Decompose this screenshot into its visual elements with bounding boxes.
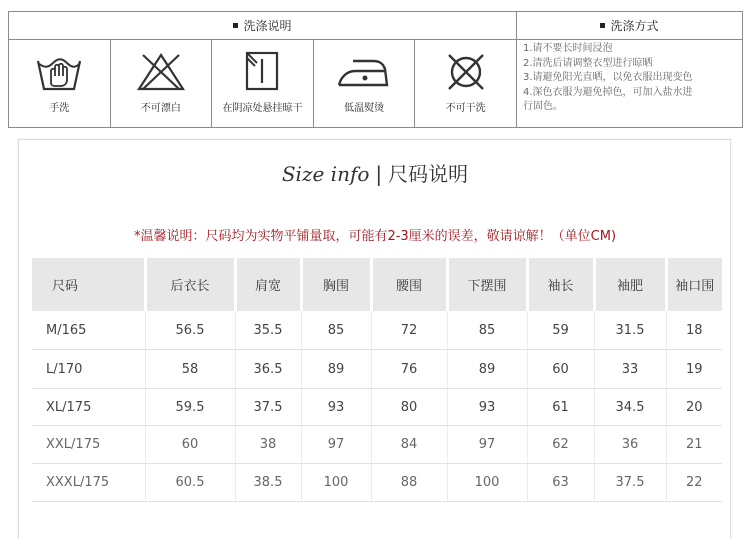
size-title	[0, 158, 750, 187]
table-cell: 37.5	[235, 389, 301, 426]
care-note-line: 1.请不要长时间浸泡	[523, 43, 613, 54]
table-cell: 31.5	[594, 311, 666, 350]
table-cell: 22	[666, 464, 722, 502]
hand-wash-icon	[34, 49, 84, 95]
care-note-line: 2.清洗后请调整衣型进行晾晒	[523, 57, 653, 69]
low-iron-label: 低温熨烫	[344, 103, 385, 114]
care-icon-cell	[111, 40, 213, 127]
col-header: 袖长	[527, 258, 594, 311]
care-icon-cell	[212, 40, 314, 127]
table-cell: 38.5	[235, 464, 301, 502]
table-cell: 60	[145, 426, 235, 464]
care-instructions	[8, 11, 743, 128]
table-cell: 36.5	[235, 350, 301, 389]
table-cell: 88	[371, 464, 447, 502]
col-header: 后衣长	[145, 258, 235, 311]
care-note-line: 行固色。	[523, 101, 563, 112]
table-cell: L/170	[32, 350, 145, 389]
table-cell: 21	[666, 426, 722, 464]
no-dry-clean-icon	[441, 49, 491, 95]
size-table	[32, 258, 722, 502]
col-header: 下摆围	[447, 258, 527, 311]
table-row	[32, 426, 722, 464]
care-notes	[523, 42, 738, 115]
table-cell: 97	[447, 426, 527, 464]
table-row	[32, 464, 722, 502]
table-cell: 85	[447, 311, 527, 350]
col-header: 胸围	[301, 258, 371, 311]
table-cell: 76	[371, 350, 447, 389]
table-cell: 18	[666, 311, 722, 350]
care-header-left	[9, 12, 517, 40]
table-cell: 59.5	[145, 389, 235, 426]
table-cell: 58	[145, 350, 235, 389]
care-note-line: 4.深色衣服为避免掉色，可加入盐水进	[523, 86, 693, 98]
table-cell: 36	[594, 426, 666, 464]
table-cell: 62	[527, 426, 594, 464]
care-icon-cell	[9, 40, 111, 127]
table-cell: 19	[666, 350, 722, 389]
no-bleach-icon	[135, 49, 187, 95]
col-header: 腰围	[371, 258, 447, 311]
table-cell: 59	[527, 311, 594, 350]
table-cell: 93	[301, 389, 371, 426]
hand-wash-label: 手洗	[49, 103, 70, 114]
care-icons-row	[9, 40, 517, 127]
low-iron-icon	[335, 49, 393, 93]
care-header-right	[517, 12, 742, 40]
table-cell: 34.5	[594, 389, 666, 426]
no-bleach-label: 不可漂白	[140, 103, 181, 114]
col-header: 尺码	[32, 258, 145, 311]
care-header-right-label: 洗涤方式	[610, 19, 659, 33]
size-title-zh: 尺码说明	[388, 162, 469, 186]
table-cell: 93	[447, 389, 527, 426]
col-header: 肩宽	[235, 258, 301, 311]
table-cell: 61	[527, 389, 594, 426]
table-cell: 89	[447, 350, 527, 389]
care-icon-cell	[415, 40, 516, 127]
col-header: 袖口围	[666, 258, 722, 311]
size-title-en: Size info	[281, 162, 370, 186]
table-cell: 85	[301, 311, 371, 350]
table-cell: 38	[235, 426, 301, 464]
table-cell: 80	[371, 389, 447, 426]
care-icon-cell	[314, 40, 416, 127]
table-cell: 63	[527, 464, 594, 502]
table-cell: 37.5	[594, 464, 666, 502]
care-note-line: 3.请避免阳光直晒，以免衣服出现变色	[523, 72, 693, 83]
size-note: *温馨说明：尺码均为实物平铺量取，可能有2-3厘米的误差，敬请谅解！（单位CM)	[133, 229, 617, 244]
bullet-square-icon	[600, 23, 605, 28]
table-cell: XXXL/175	[32, 464, 145, 502]
table-cell: 20	[666, 389, 722, 426]
col-header: 袖肥	[594, 258, 666, 311]
table-cell: 84	[371, 426, 447, 464]
table-cell: 60	[527, 350, 594, 389]
table-cell: 100	[447, 464, 527, 502]
table-cell: M/165	[32, 311, 145, 350]
table-cell: 72	[371, 311, 447, 350]
table-cell: XXL/175	[32, 426, 145, 464]
care-header-left-label: 洗涤说明	[243, 19, 292, 33]
bullet-square-icon	[233, 23, 238, 28]
size-title-separator: |	[375, 162, 383, 186]
no-dry-clean-label: 不可干洗	[445, 103, 486, 114]
table-cell: 100	[301, 464, 371, 502]
dry-in-shade-label: 在阴凉处悬挂晾干	[222, 103, 303, 114]
table-cell: 60.5	[145, 464, 235, 502]
table-cell: 89	[301, 350, 371, 389]
table-row	[32, 350, 722, 389]
size-table-header-row	[32, 258, 722, 311]
table-cell: 56.5	[145, 311, 235, 350]
table-row	[32, 311, 722, 350]
table-cell: 35.5	[235, 311, 301, 350]
table-cell: 97	[301, 426, 371, 464]
table-cell: XL/175	[32, 389, 145, 426]
dry-in-shade-icon	[242, 49, 282, 93]
table-cell: 33	[594, 350, 666, 389]
table-row	[32, 389, 722, 426]
